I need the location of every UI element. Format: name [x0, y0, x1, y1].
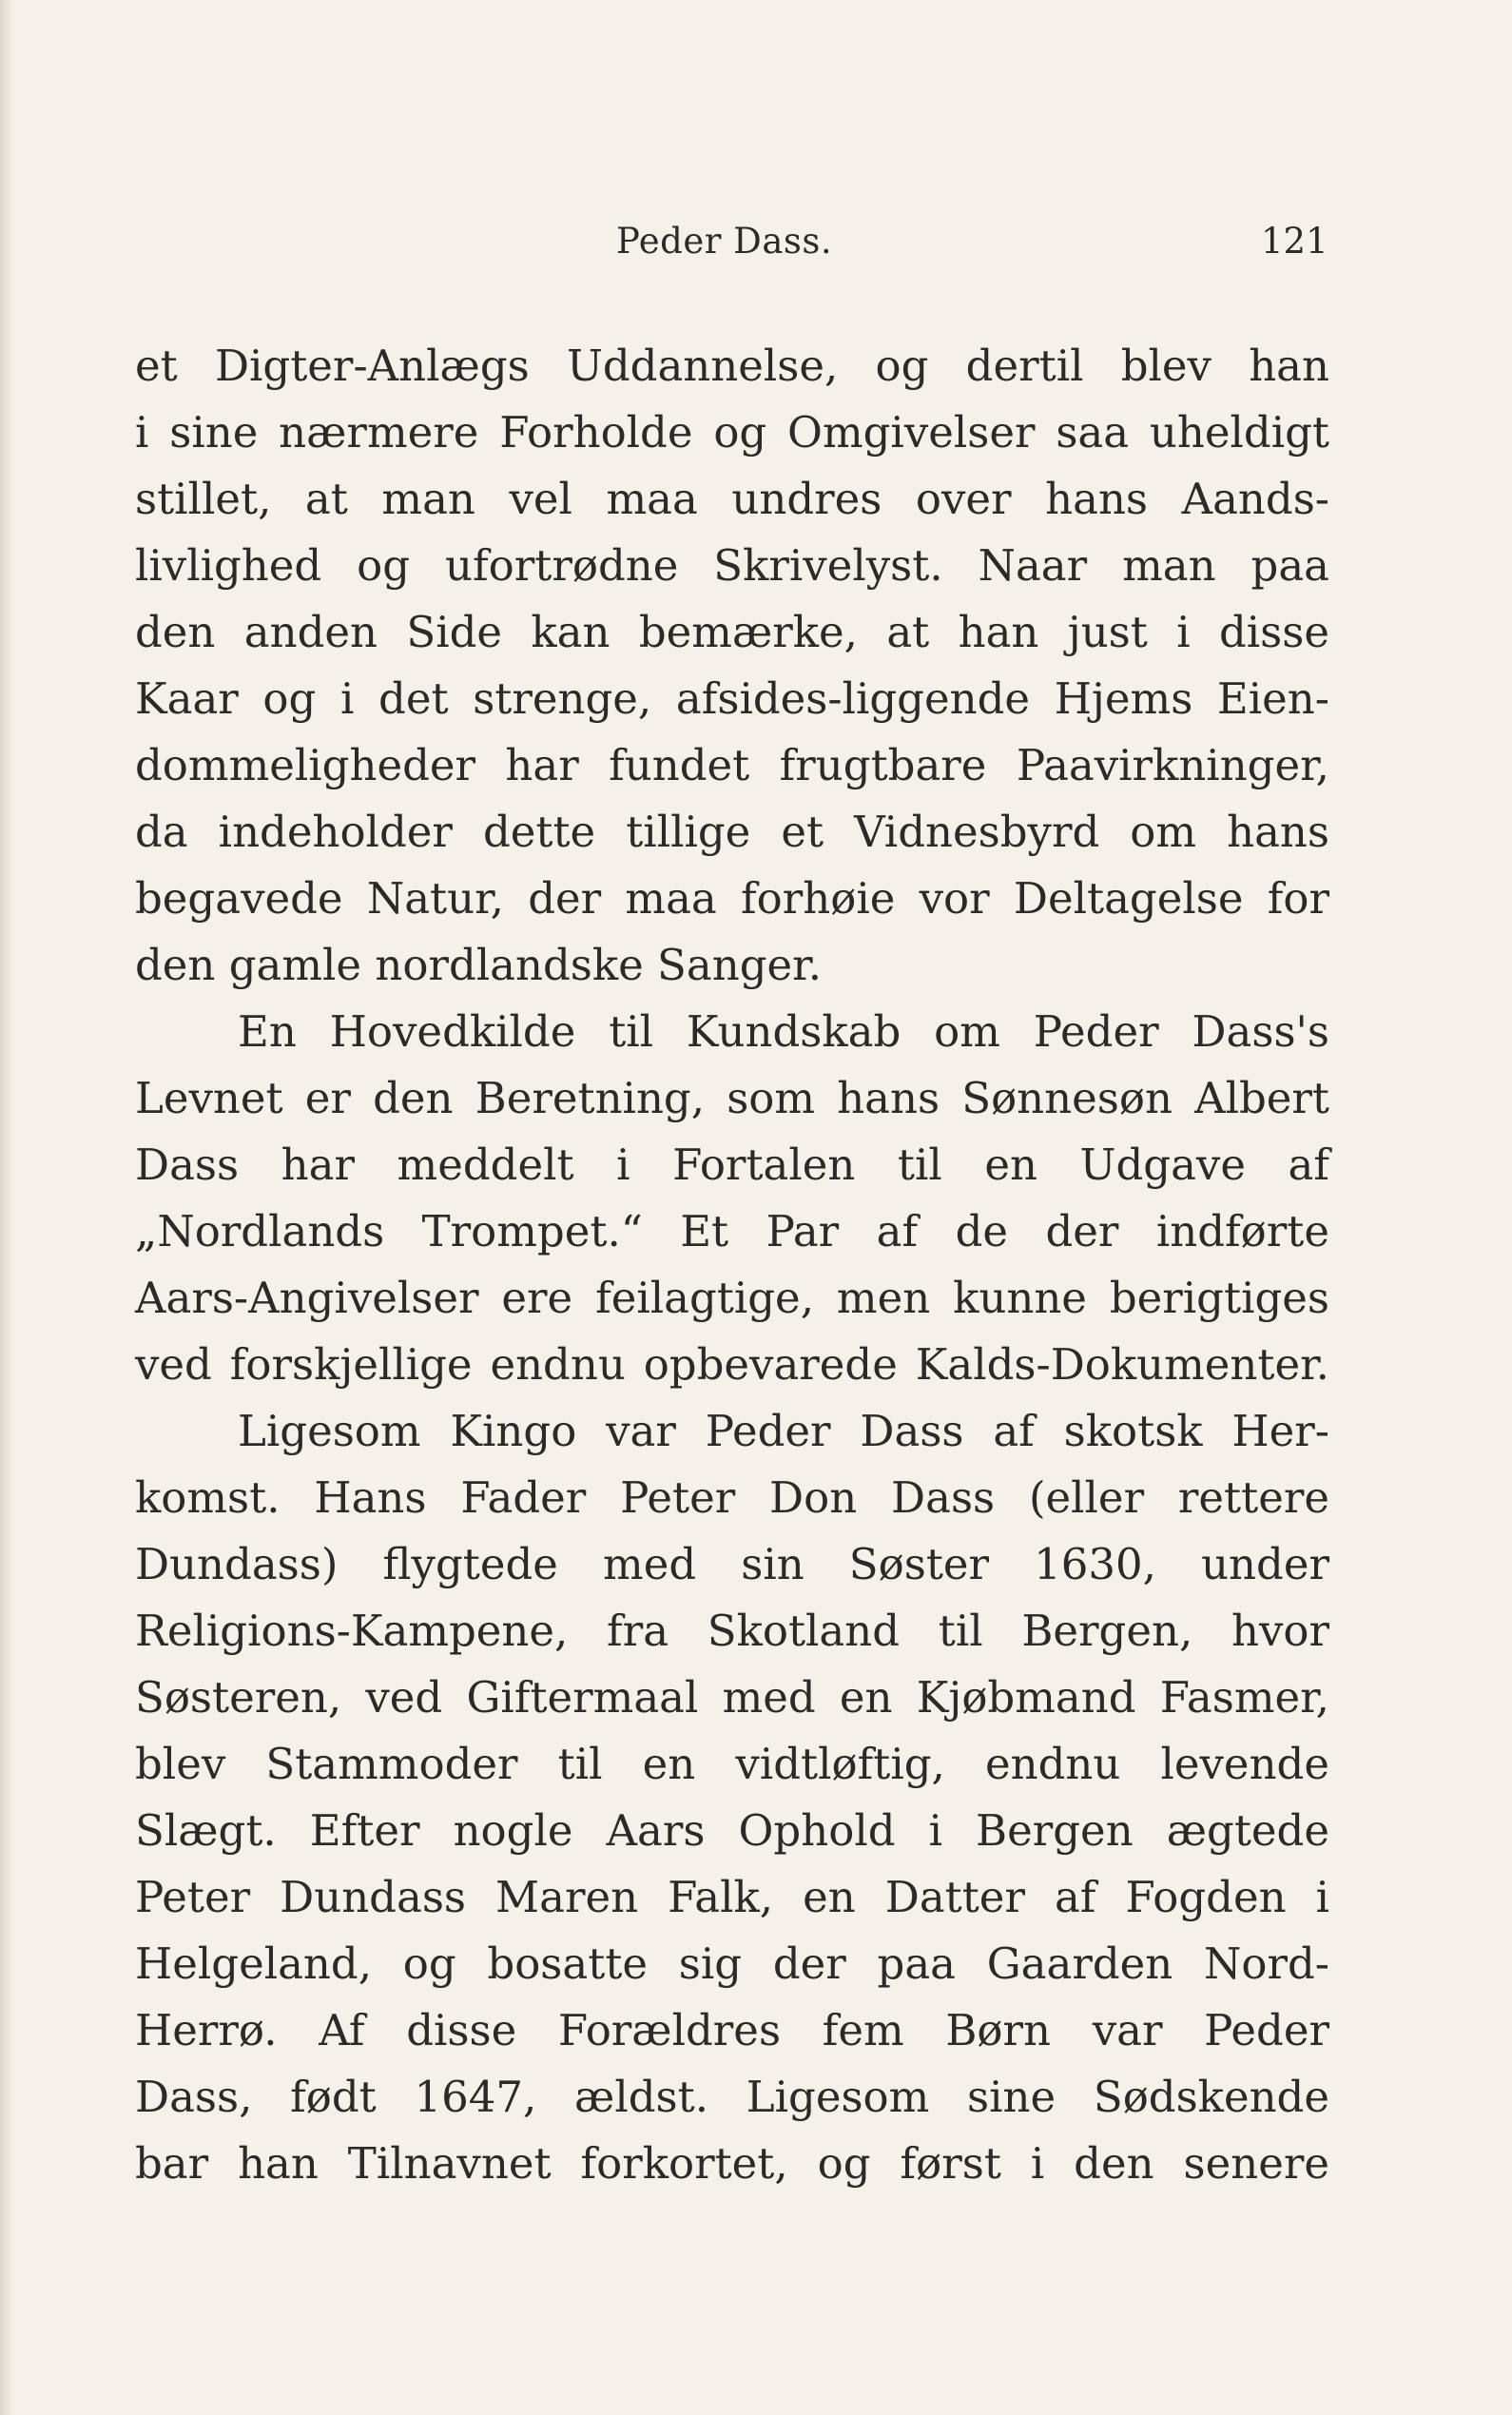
page-edge-shadow: [0, 0, 13, 2415]
text-line: Religions-Kampene, fra Skotland til Bergen, hvor: [135, 1606, 1329, 1656]
text-line: et Digter-Anlægs Uddannelse, og dertil blev han: [135, 341, 1329, 391]
text-line: da indeholder dette tillige et Vidnesbyrd om hans: [135, 807, 1329, 857]
text-line: dommeligheder har fundet frugtbare Paavirkninger,: [135, 740, 1329, 790]
body-text: [135, 333, 1329, 2197]
text-line: den anden Side kan bemærke, at han just i disse: [135, 607, 1329, 657]
text-line: Søsteren, ved Giftermaal med en Kjøbmand Fasmer,: [135, 1672, 1329, 1723]
text-line: komst. Hans Fader Peter Don Dass (eller rettere: [135, 1472, 1329, 1523]
text-line: Dass, født 1647, ældst. Ligesom sine Sødskende: [135, 2072, 1329, 2122]
text-line: Aars-Angivelser ere feilagtige, men kunne berigtiges: [135, 1273, 1329, 1323]
running-title: Peder Dass.: [616, 221, 833, 262]
paragraph-first-line: Ligesom Kingo var Peder Dass af skotsk Her-: [238, 1406, 1329, 1456]
text-line: Levnet er den Beretning, som hans Sønnesøn Albert: [135, 1073, 1329, 1123]
text-line: begavede Natur, der maa forhøie vor Deltagelse for: [135, 873, 1329, 924]
text-line: Kaar og i det strenge, afsides-liggende Hjems Eien-: [135, 673, 1329, 724]
text-line: Dass har meddelt i Fortalen til en Udgave af: [135, 1139, 1329, 1190]
text-line: blev Stammoder til en vidtløftig, endnu levende: [135, 1739, 1329, 1789]
text-line: Peter Dundass Maren Falk, en Datter af Fogden i: [135, 1872, 1329, 1922]
text-line: Dundass) flygtede med sin Søster 1630, under: [135, 1539, 1329, 1589]
text-line: bar han Tilnavnet forkortet, og først i den senere: [135, 2138, 1329, 2189]
text-line: stillet, at man vel maa undres over hans Aands-: [135, 474, 1329, 524]
text-line: Slægt. Efter nogle Aars Ophold i Bergen ægtede: [135, 1805, 1329, 1856]
text-line: „Nordlands Trompet.“ Et Par af de der indførte: [135, 1206, 1329, 1256]
paragraph-first-line: En Hovedkilde til Kundskab om Peder Dass's: [238, 1006, 1329, 1057]
text-line: ved forskjellige endnu opbevarede Kalds-Dokumenter.: [135, 1339, 1329, 1390]
text-line: den gamle nordlandske Sanger.: [135, 940, 822, 990]
text-line: Helgeland, og bosatte sig der paa Gaarden Nord-: [135, 1938, 1329, 1989]
text-line: i sine nærmere Forholde og Omgivelser saa uheldigt: [135, 407, 1329, 458]
text-line: Herrø. Af disse Forældres fem Børn var Peder: [135, 2005, 1329, 2055]
page-number: 121: [1261, 221, 1328, 262]
text-line: livlighed og ufortrødne Skrivelyst. Naar man paa: [135, 540, 1329, 591]
running-head: [0, 221, 1512, 263]
